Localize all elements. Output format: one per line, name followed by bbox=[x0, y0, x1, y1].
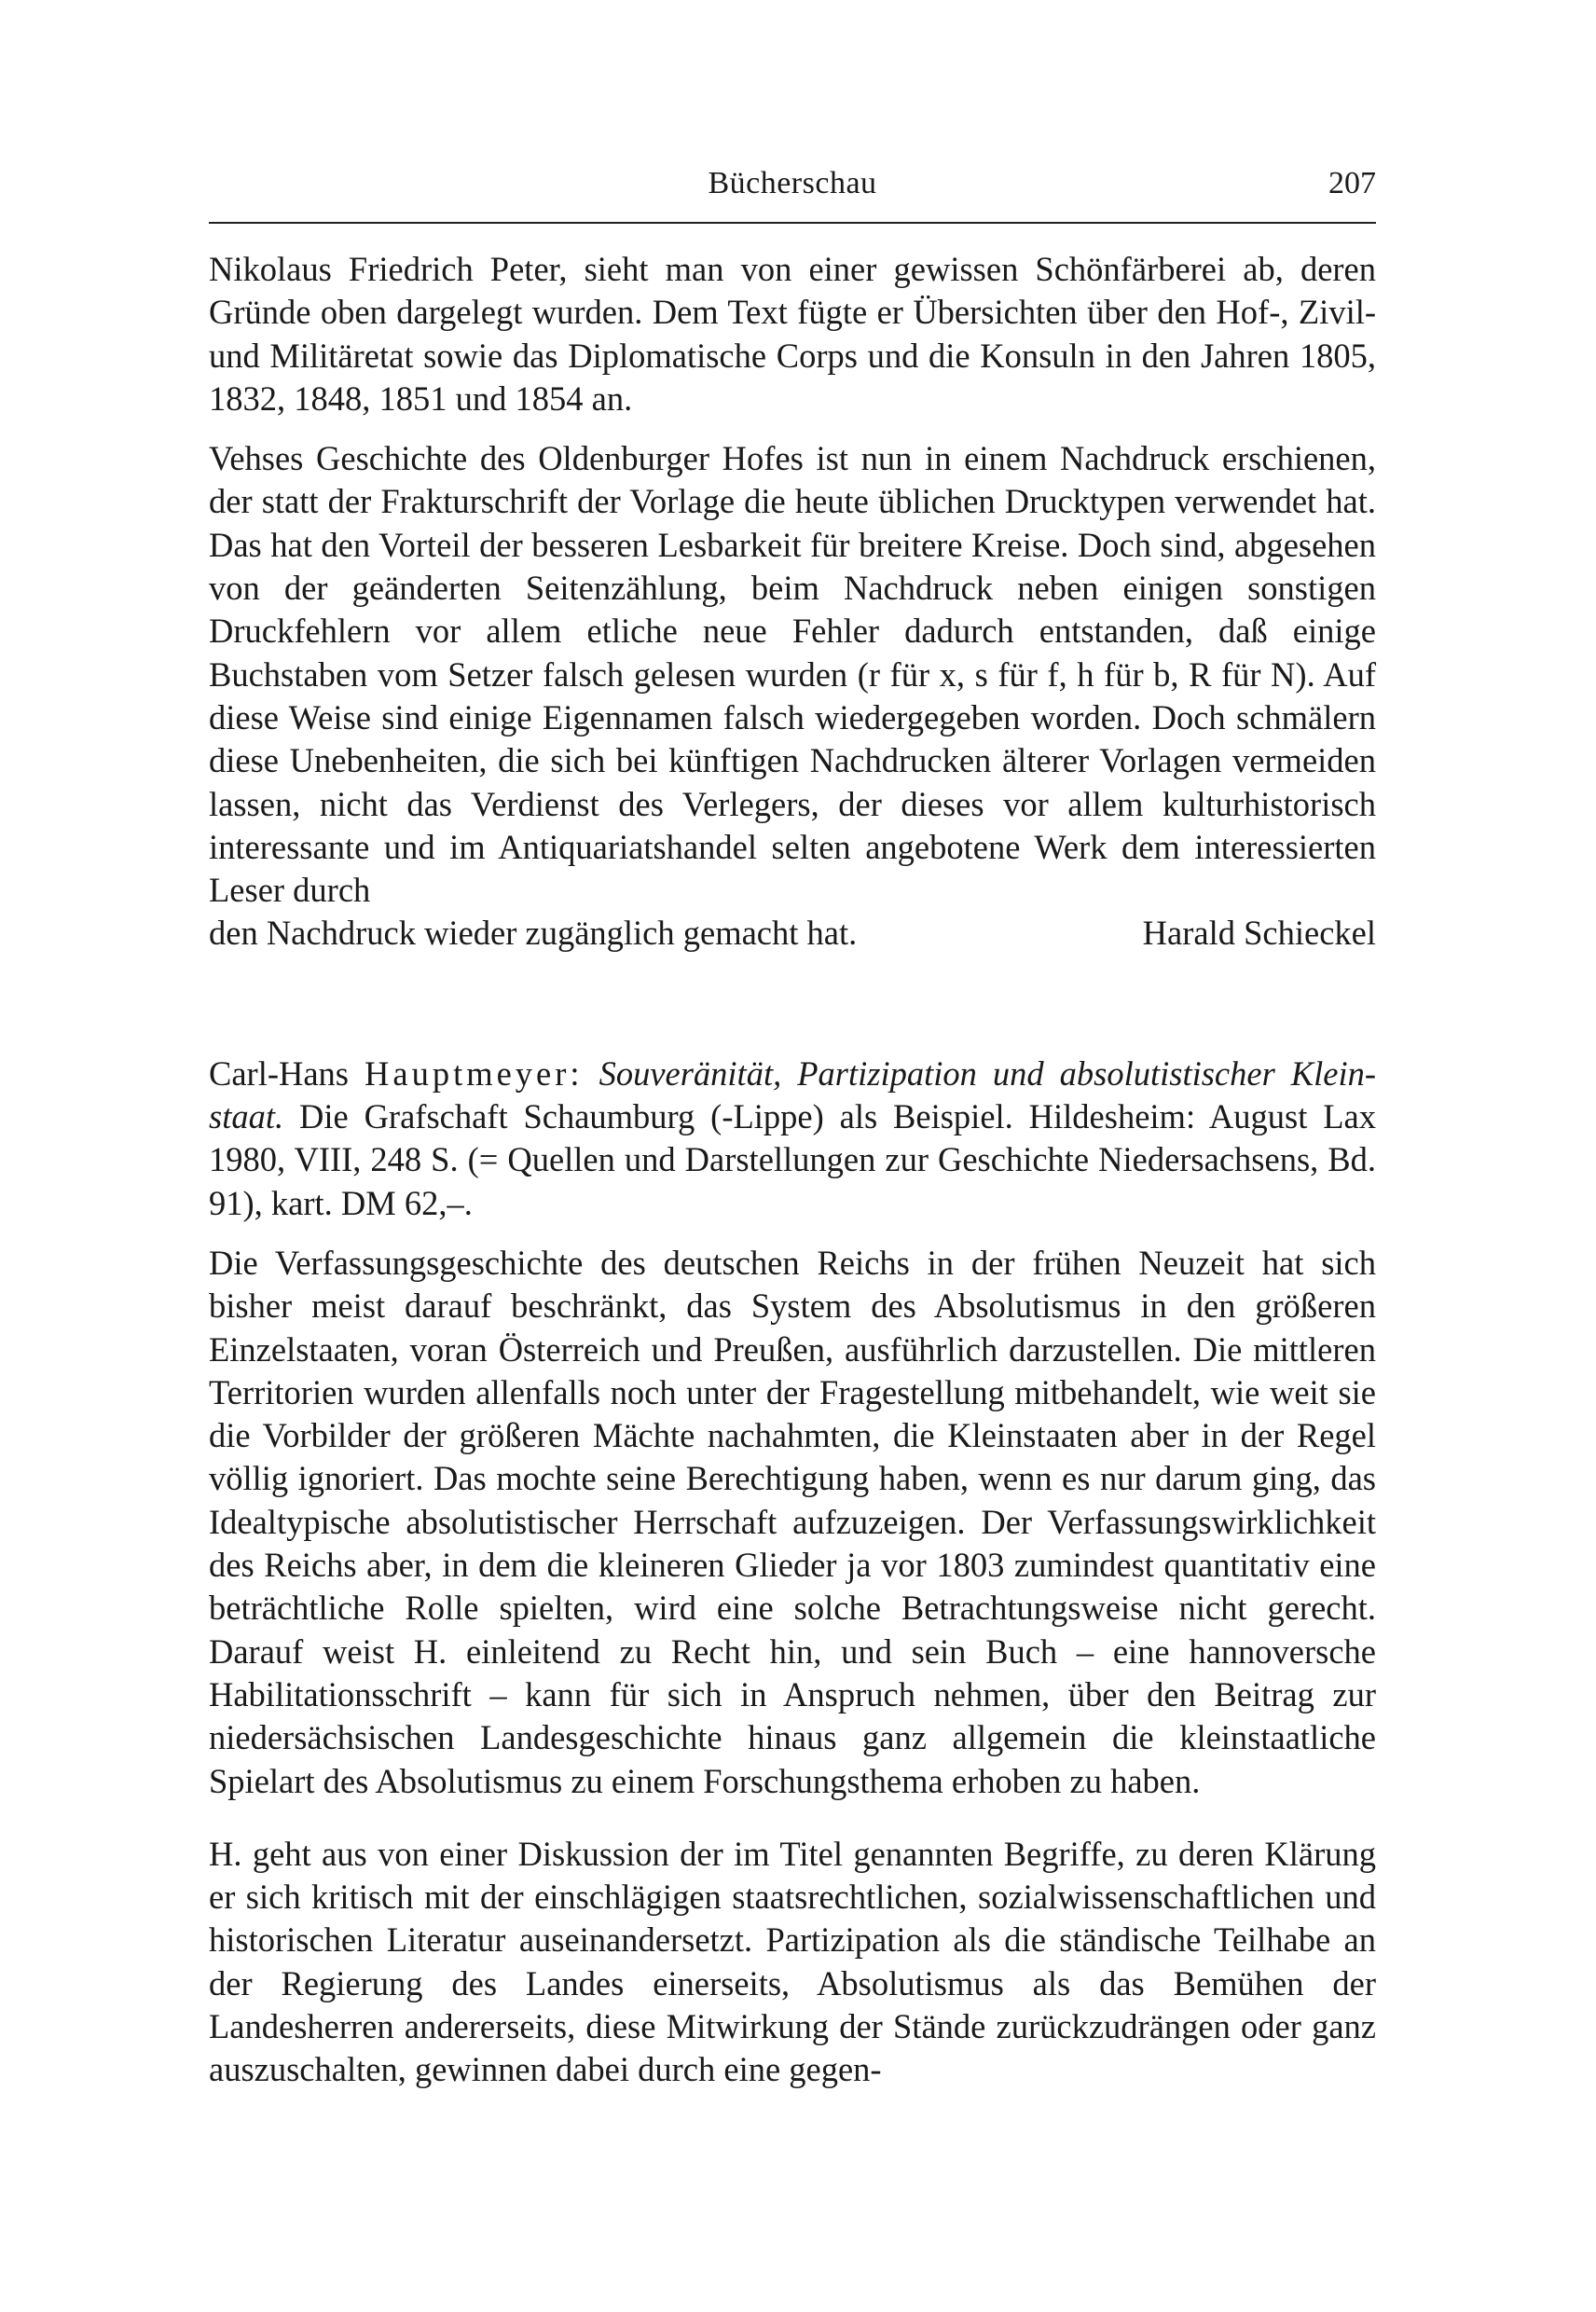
reviewer-name: Harald Schieckel bbox=[1142, 914, 1376, 953]
review1-closing-line bbox=[209, 912, 1376, 955]
header-rule bbox=[209, 222, 1376, 224]
book-author-first: Carl-Hans bbox=[209, 1053, 350, 1093]
page-header bbox=[209, 166, 1376, 213]
book-bibliography: Die Grafschaft Schaumburg (-Lippe) als Beispiel. Hildesheim: August Lax 1980, VIII, 248 S. (= Quellen und Darstellungen zur Geschichte Niedersachsens, Bd. 91), kart. DM 62,–. bbox=[209, 1097, 1377, 1222]
page-number: 207 bbox=[1328, 166, 1376, 200]
review1-paragraph-2-text: Vehses Geschichte des Oldenburger Hofes ist nun in einem Nachdruck erschienen, der statt der Frakturschrift der Vorlage die heute üblichen Drucktypen verwendet hat. Das hat den Vorteil der besseren Lesbarkeit für breitere Kreise. Doch sind, abgesehen von der geänderten Seitenzählung, beim Nachdruck neben einigen sonstigen Druckfehlern vor allem etliche neue Fehler dadurch entstanden, daß einige Buchstaben vom Setzer falsch gelesen wurden (r für x, s für f, h für b, R für N). Auf diese Weise sind einige Eigennamen falsch wiedergegeben worden. Doch schmälern diese Unebenheiten, die sich bei künftigen Nachdrucken älterer Vorlagen vermeiden lassen, nicht das Verdienst des Verlegers, der dieses vor allem kulturhistorisch interessante und im Antiquariatshandel selten angebotene Werk dem interessierten Leser durch bbox=[209, 439, 1376, 910]
book-title: Souveränität, Partizipation und absolutistischer Kleinstaat. bbox=[209, 1053, 1377, 1136]
review2-paragraph-2: H. geht aus von einer Diskussion der im Titel genannten Begriffe, zu deren Klärung er sich kritisch mit der einschlägigen staatsrechtlichen, sozialwissenschaftlichen und historischen Literatur auseinandersetzt. Partizipation als die ständische Teilhabe an der Regierung des Landes einerseits, Absolutismus als das Bemühen der Landesherren andererseits, diese Mitwirkung der Stände zurückzudrängen oder ganz auszuschalten, gewinnen dabei durch eine gegen- bbox=[209, 1834, 1376, 2089]
review1-paragraph-1: Nikolaus Friedrich Peter, sieht man von einer gewissen Schönfärberei ab, deren Gründe oben dargelegt wurden. Dem Text fügte er Übersichten über den Hof-, Zivil- und Militäretat sowie das Diplomatische Corps und die Konsuln in den Jahren 1805, 1832, 1848, 1851 und 1854 an. bbox=[209, 250, 1376, 418]
book-author-last: Hauptmeyer: bbox=[365, 1053, 584, 1093]
page-body bbox=[209, 248, 1376, 2092]
review1-paragraph-2 bbox=[209, 437, 1376, 912]
review1-paragraph-2-end: den Nachdruck wieder zugänglich gemacht hat. bbox=[209, 914, 858, 953]
review2-bibliographic-entry bbox=[209, 1053, 1376, 1225]
running-title: Bücherschau bbox=[708, 166, 877, 200]
review2-paragraph-1: Die Verfassungsgeschichte des deutschen Reichs in der frühen Neuzeit hat sich bisher meist darauf beschränkt, das System des Absolutismus in den größeren Einzelstaaten, voran Österreich und Preußen, ausführlich darzustellen. Die mittleren Territorien wurden allenfalls noch unter der Fragestellung mitbehandelt, wie weit sie die Vorbilder der größeren Mächte nachahmten, die Kleinstaaten aber in der Regel völlig ignoriert. Das mochte seine Berechtigung haben, wenn es nur darum ging, das Idealtypische absolutistischer Herrschaft aufzuzeigen. Der Verfassungswirklichkeit des Reichs aber, in dem die kleineren Glieder ja vor 1803 zumindest quantitativ eine beträchtliche Rolle spielten, wird eine solche Betrachtungsweise nicht gerecht. Darauf weist H. einleitend zu Recht hin, und sein Buch – eine hannoversche Habilitationsschrift – kann für sich in Anspruch nehmen, über den Beitrag zur niedersächsischen Landesgeschichte hinaus ganz allgemein die kleinstaatliche Spielart des Absolutismus zu einem Forschungsthema erhoben zu haben. bbox=[209, 1243, 1376, 1800]
